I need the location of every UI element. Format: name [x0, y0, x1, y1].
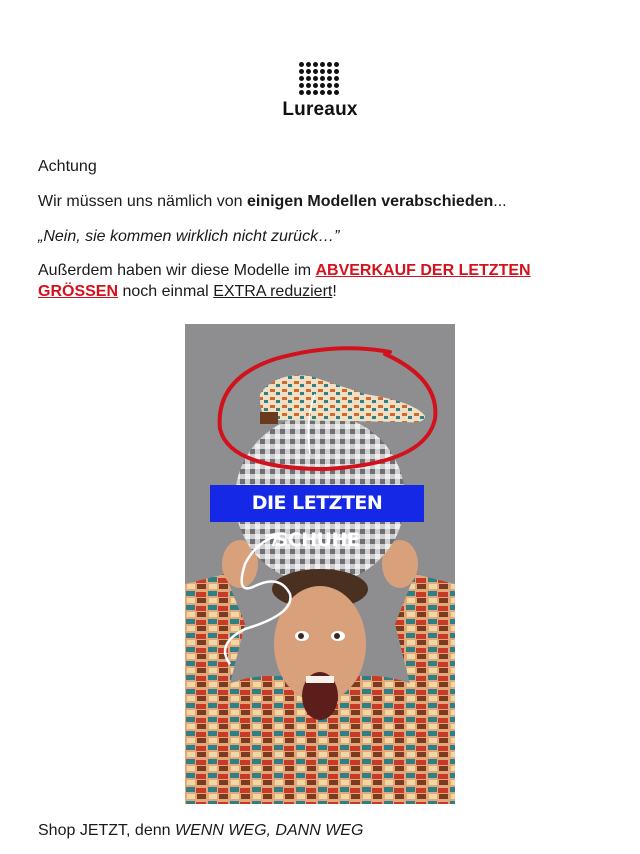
clearance-link[interactable]: ABVERKAUF DER LETZTEN GRÖSSEN	[38, 262, 531, 300]
closing-text: Shop JETZT, denn	[38, 822, 175, 839]
quote-text: „Nein, sie kommen wirklich nicht zurück…”	[38, 228, 340, 245]
intro-paragraph	[38, 191, 602, 212]
intro-text: Wir müssen uns nämlich von	[38, 193, 247, 210]
teeth-shape	[306, 676, 334, 683]
right-pupil-shape	[334, 633, 340, 639]
closing-paragraph	[38, 820, 602, 841]
extra-reduced-text: EXTRA reduziert	[213, 283, 333, 300]
sale-paragraph	[38, 260, 602, 302]
shoe-heel-shape	[260, 412, 278, 424]
hero-label: DIE LETZTEN SCHUHE	[210, 485, 424, 522]
sale-middle-text: noch einmal	[118, 283, 214, 300]
greeting-text: Achtung	[38, 158, 97, 175]
intro-bold-text: einigen Modellen verabschieden	[246, 193, 494, 210]
hero-image[interactable]	[185, 324, 455, 804]
brand-logo[interactable]	[280, 62, 360, 121]
left-pupil-shape	[298, 633, 304, 639]
sale-exclamation: !	[332, 283, 337, 300]
sale-text: Außerdem haben wir diese Modelle im	[38, 262, 316, 279]
intro-ellipsis: ...	[493, 193, 507, 210]
logo-dots-icon	[299, 62, 341, 95]
hero-illustration	[185, 324, 455, 804]
closing-italic-text: WENN WEG, DANN WEG	[174, 822, 364, 839]
brand-name: Lureaux	[282, 99, 358, 120]
